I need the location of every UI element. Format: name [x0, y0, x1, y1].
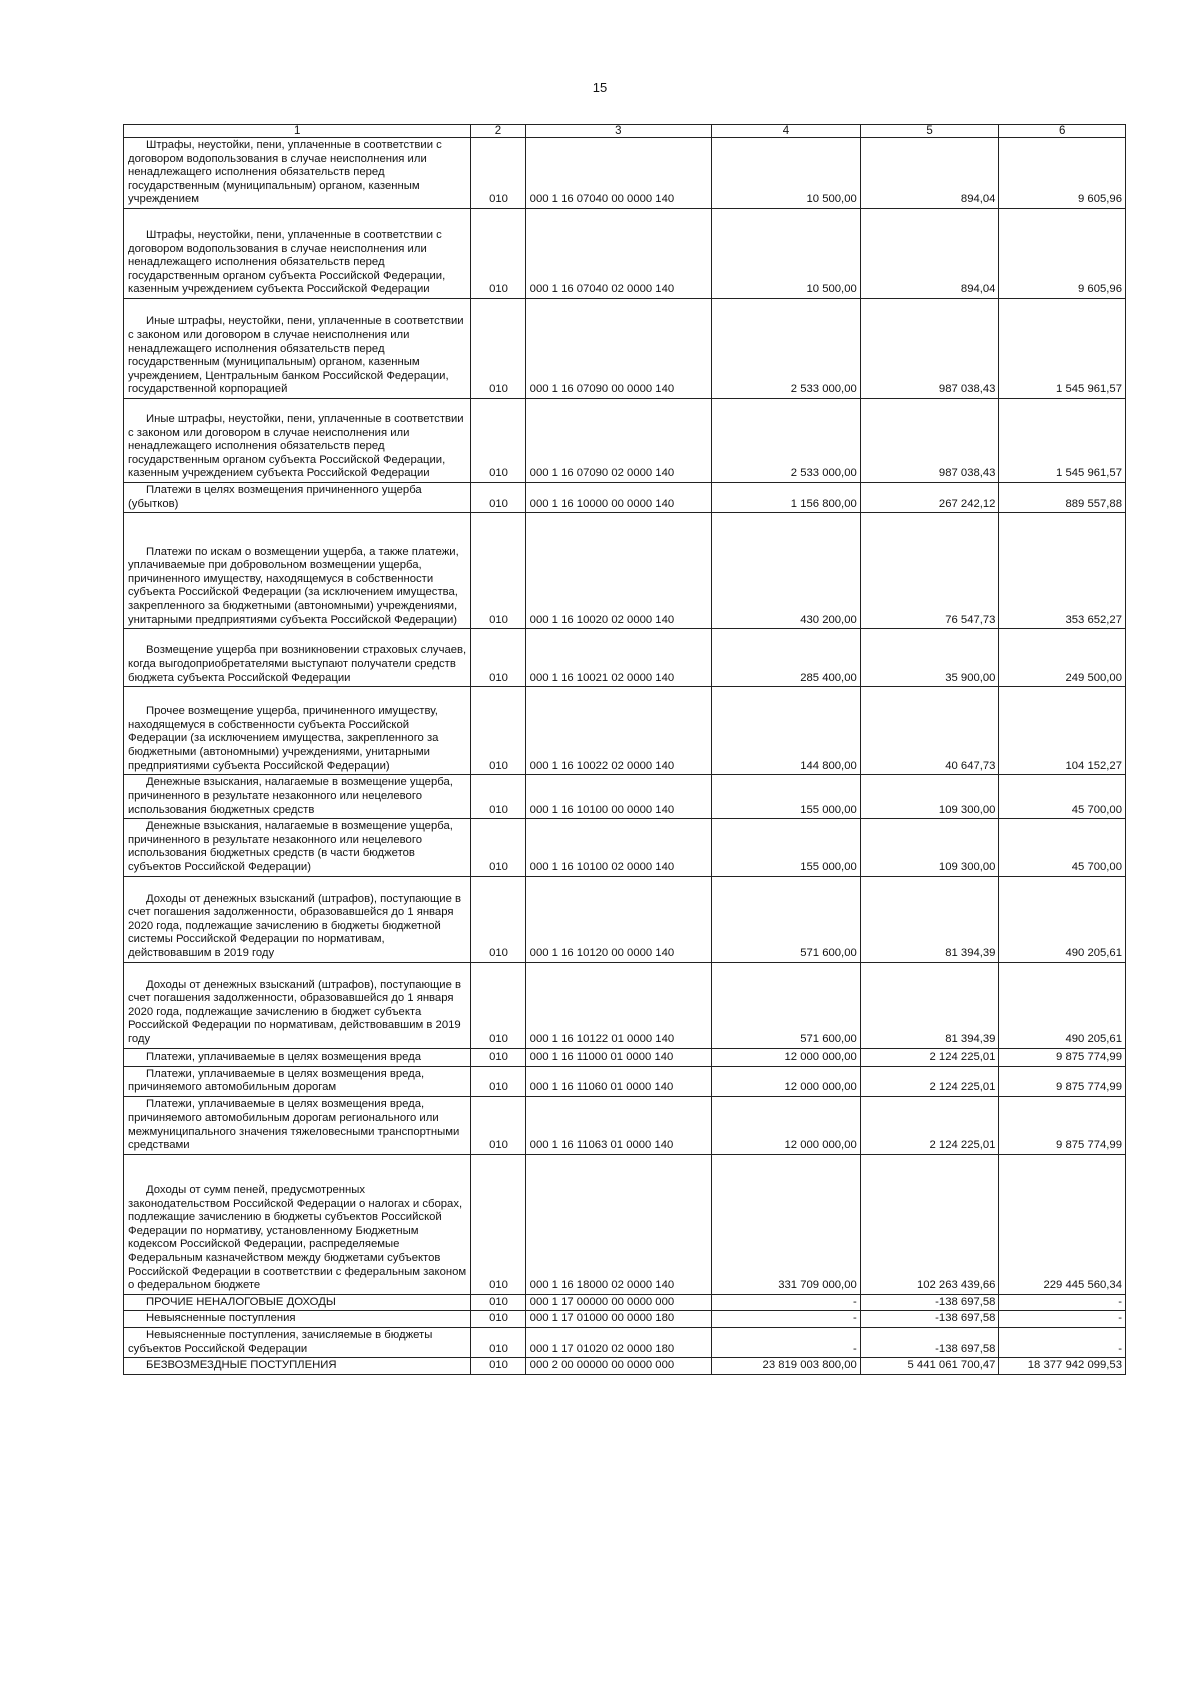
- row-budget-code: 000 1 16 10021 02 0000 140: [525, 629, 711, 687]
- row-executed: -138 697,58: [860, 1311, 999, 1328]
- row-plan: 155 000,00: [712, 819, 861, 876]
- row-budget-code: 000 1 17 00000 00 0000 000: [525, 1294, 711, 1311]
- row-line-code: 010: [471, 962, 525, 1048]
- row-plan: 430 200,00: [712, 513, 861, 629]
- row-plan: -: [712, 1294, 861, 1311]
- row-name: Доходы от денежных взысканий (штрафов), поступающие в счет погашения задолженности, образовавшейся до 1 января 2020 года, подлежащие зачислению в бюджет субъекта Российской Федерации по нормативам, действовавшим в 2019 году: [124, 962, 471, 1048]
- row-line-code: 010: [471, 1358, 525, 1375]
- row-name: Платежи в целях возмещения причиненного ущерба (убытков): [124, 482, 471, 512]
- row-executed: 894,04: [860, 138, 999, 209]
- row-line-code: 010: [471, 208, 525, 298]
- row-name: Денежные взыскания, налагаемые в возмещение ущерба, причиненного в результате незаконного или нецелевого использования бюджетных средств (в части бюджетов субъектов Российской Федерации): [124, 819, 471, 876]
- row-unexecuted: 490 205,61: [999, 876, 1126, 962]
- table-row: [124, 208, 1126, 298]
- row-executed: -138 697,58: [860, 1294, 999, 1311]
- row-budget-code: 000 1 16 10000 00 0000 140: [525, 482, 711, 512]
- row-unexecuted: 889 557,88: [999, 482, 1126, 512]
- row-plan: 12 000 000,00: [712, 1048, 861, 1066]
- row-plan: 571 600,00: [712, 962, 861, 1048]
- row-budget-code: 000 1 17 01020 02 0000 180: [525, 1327, 711, 1357]
- row-unexecuted: 45 700,00: [999, 819, 1126, 876]
- table-row: [124, 513, 1126, 629]
- row-name: Доходы от денежных взысканий (штрафов), поступающие в счет погашения задолженности, образовавшейся до 1 января 2020 года, подлежащие зачислению в бюджеты бюджетной системы Российской Федерации по нормативам, действовавшим в 2019 году: [124, 876, 471, 962]
- row-budget-code: 000 1 16 07040 02 0000 140: [525, 208, 711, 298]
- table-row: [124, 775, 1126, 819]
- row-line-code: 010: [471, 138, 525, 209]
- row-executed: 35 900,00: [860, 629, 999, 687]
- row-line-code: 010: [471, 1096, 525, 1154]
- row-name: Невыясненные поступления: [124, 1311, 471, 1328]
- row-name: Платежи по искам о возмещении ущерба, а также платежи, уплачиваемые при добровольном возмещении ущерба, причиненного имуществу, находящемуся в собственности субъекта Российской Федерации (за исключением имущества, закрепленного за бюджетными (автономными) учреждениями, унитарными предприятиями субъекта Российской Федерации): [124, 513, 471, 629]
- row-line-code: 010: [471, 398, 525, 482]
- row-line-code: 010: [471, 1154, 525, 1294]
- row-executed: 267 242,12: [860, 482, 999, 512]
- table-row: [124, 1311, 1126, 1328]
- row-unexecuted: 9 875 774,99: [999, 1096, 1126, 1154]
- table-row: [124, 1294, 1126, 1311]
- row-unexecuted: 104 152,27: [999, 687, 1126, 775]
- row-line-code: 010: [471, 1327, 525, 1357]
- table-row: [124, 962, 1126, 1048]
- row-name: ПРОЧИЕ НЕНАЛОГОВЫЕ ДОХОДЫ: [124, 1294, 471, 1311]
- row-budget-code: 000 2 00 00000 00 0000 000: [525, 1358, 711, 1375]
- row-name: Денежные взыскания, налагаемые в возмещение ущерба, причиненного в результате незаконного или нецелевого использования бюджетных средств: [124, 775, 471, 819]
- row-name: Невыясненные поступления, зачисляемые в бюджеты субъектов Российской Федерации: [124, 1327, 471, 1357]
- row-name: Иные штрафы, неустойки, пени, уплаченные в соответствии с законом или договором в случае неисполнения или ненадлежащего исполнения обязательств перед государственным (муниципальным) органом, казенным учреждением, Центральным банком Российской Федерации, государственной корпорацией: [124, 298, 471, 398]
- row-line-code: 010: [471, 482, 525, 512]
- row-unexecuted: -: [999, 1327, 1126, 1357]
- revenue-table: [123, 124, 1126, 1375]
- col-header-4: 4: [712, 125, 861, 138]
- row-budget-code: 000 1 16 10020 02 0000 140: [525, 513, 711, 629]
- table-row: [124, 482, 1126, 512]
- row-unexecuted: 9 875 774,99: [999, 1066, 1126, 1096]
- table-row: [124, 1048, 1126, 1066]
- row-unexecuted: -: [999, 1294, 1126, 1311]
- row-executed: 76 547,73: [860, 513, 999, 629]
- row-budget-code: 000 1 16 07090 02 0000 140: [525, 398, 711, 482]
- col-header-5: 5: [860, 125, 999, 138]
- row-budget-code: 000 1 16 07040 00 0000 140: [525, 138, 711, 209]
- row-name: Платежи, уплачиваемые в целях возмещения вреда: [124, 1048, 471, 1066]
- row-unexecuted: 9 875 774,99: [999, 1048, 1126, 1066]
- col-header-1: 1: [124, 125, 471, 138]
- col-header-6: 6: [999, 125, 1126, 138]
- row-plan: 23 819 003 800,00: [712, 1358, 861, 1375]
- table-row: [124, 819, 1126, 876]
- row-budget-code: 000 1 16 10100 00 0000 140: [525, 775, 711, 819]
- row-executed: -138 697,58: [860, 1327, 999, 1357]
- row-plan: 12 000 000,00: [712, 1096, 861, 1154]
- row-line-code: 010: [471, 513, 525, 629]
- row-name: Прочее возмещение ущерба, причиненного имуществу, находящемуся в собственности субъекта Российской Федерации (за исключением имущества, закрепленного за бюджетными (автономными) учреждениями, унитарными предприятиями субъекта Российской Федерации): [124, 687, 471, 775]
- row-line-code: 010: [471, 629, 525, 687]
- row-plan: 2 533 000,00: [712, 398, 861, 482]
- table-row: [124, 1096, 1126, 1154]
- row-executed: 81 394,39: [860, 962, 999, 1048]
- row-executed: 894,04: [860, 208, 999, 298]
- row-executed: 5 441 061 700,47: [860, 1358, 999, 1375]
- row-budget-code: 000 1 16 11063 01 0000 140: [525, 1096, 711, 1154]
- row-executed: 987 038,43: [860, 298, 999, 398]
- row-unexecuted: 9 605,96: [999, 208, 1126, 298]
- row-unexecuted: 9 605,96: [999, 138, 1126, 209]
- row-budget-code: 000 1 16 10022 02 0000 140: [525, 687, 711, 775]
- row-line-code: 010: [471, 298, 525, 398]
- row-line-code: 010: [471, 687, 525, 775]
- row-name: Штрафы, неустойки, пени, уплаченные в соответствии с договором водопользования в случае неисполнения или ненадлежащего исполнения обязательств перед государственным (муниципальным) органом, казенным учреждением: [124, 138, 471, 209]
- row-plan: 285 400,00: [712, 629, 861, 687]
- row-budget-code: 000 1 16 10120 00 0000 140: [525, 876, 711, 962]
- row-name: Доходы от сумм пеней, предусмотренных законодательством Российской Федерации о налогах и сборах, подлежащие зачислению в бюджеты субъектов Российской Федерации по нормативу, установленному Бюджетным кодексом Российской Федерации, распределяемые Федеральным казначейством между бюджетами субъектов Российской Федерации в соответствии с федеральным законом о федеральном бюджете: [124, 1154, 471, 1294]
- row-executed: 2 124 225,01: [860, 1048, 999, 1066]
- row-plan: 10 500,00: [712, 208, 861, 298]
- row-plan: 331 709 000,00: [712, 1154, 861, 1294]
- row-plan: 10 500,00: [712, 138, 861, 209]
- row-unexecuted: 1 545 961,57: [999, 298, 1126, 398]
- row-plan: 12 000 000,00: [712, 1066, 861, 1096]
- row-budget-code: 000 1 16 11000 01 0000 140: [525, 1048, 711, 1066]
- row-name: Штрафы, неустойки, пени, уплаченные в соответствии с договором водопользования в случае неисполнения или ненадлежащего исполнения обязательств перед государственным органом субъекта Российской Федерации, казенным учреждением субъекта Российской Федерации: [124, 208, 471, 298]
- row-plan: 155 000,00: [712, 775, 861, 819]
- row-plan: 2 533 000,00: [712, 298, 861, 398]
- row-line-code: 010: [471, 1066, 525, 1096]
- table-row: [124, 1066, 1126, 1096]
- row-line-code: 010: [471, 1048, 525, 1066]
- row-line-code: 010: [471, 819, 525, 876]
- row-unexecuted: 490 205,61: [999, 962, 1126, 1048]
- row-name: Возмещение ущерба при возникновении страховых случаев, когда выгодоприобретателями выступают получатели средств бюджета субъекта Российской Федерации: [124, 629, 471, 687]
- col-header-3: 3: [525, 125, 711, 138]
- row-unexecuted: 18 377 942 099,53: [999, 1358, 1126, 1375]
- column-number-row: [124, 125, 1126, 138]
- row-executed: 81 394,39: [860, 876, 999, 962]
- row-unexecuted: 249 500,00: [999, 629, 1126, 687]
- row-executed: 2 124 225,01: [860, 1066, 999, 1096]
- row-name: Иные штрафы, неустойки, пени, уплаченные в соответствии с законом или договором в случае неисполнения или ненадлежащего исполнения обязательств перед государственным органом субъекта Российской Федерации, казенным учреждением субъекта Российской Федерации: [124, 398, 471, 482]
- row-line-code: 010: [471, 775, 525, 819]
- table-row: [124, 876, 1126, 962]
- row-budget-code: 000 1 17 01000 00 0000 180: [525, 1311, 711, 1328]
- row-executed: 987 038,43: [860, 398, 999, 482]
- row-executed: 40 647,73: [860, 687, 999, 775]
- row-name: Платежи, уплачиваемые в целях возмещения вреда, причиняемого автомобильным дорогам: [124, 1066, 471, 1096]
- page-number: 15: [592, 80, 608, 95]
- row-plan: -: [712, 1327, 861, 1357]
- table-row: [124, 398, 1126, 482]
- table-row: [124, 687, 1126, 775]
- table-row: [124, 1327, 1126, 1357]
- row-line-code: 010: [471, 1311, 525, 1328]
- row-unexecuted: 229 445 560,34: [999, 1154, 1126, 1294]
- row-name: Платежи, уплачиваемые в целях возмещения вреда, причиняемого автомобильным дорогам регионального или межмуниципального значения тяжеловесными транспортными средствами: [124, 1096, 471, 1154]
- row-unexecuted: 353 652,27: [999, 513, 1126, 629]
- col-header-2: 2: [471, 125, 525, 138]
- row-unexecuted: 1 545 961,57: [999, 398, 1126, 482]
- row-executed: 109 300,00: [860, 819, 999, 876]
- row-budget-code: 000 1 16 10122 01 0000 140: [525, 962, 711, 1048]
- row-plan: 144 800,00: [712, 687, 861, 775]
- table-row: [124, 298, 1126, 398]
- row-unexecuted: 45 700,00: [999, 775, 1126, 819]
- row-unexecuted: -: [999, 1311, 1126, 1328]
- table-row: [124, 138, 1126, 209]
- row-executed: 2 124 225,01: [860, 1096, 999, 1154]
- row-plan: 571 600,00: [712, 876, 861, 962]
- table-row: [124, 1358, 1126, 1375]
- row-plan: 1 156 800,00: [712, 482, 861, 512]
- table-row: [124, 1154, 1126, 1294]
- row-budget-code: 000 1 16 11060 01 0000 140: [525, 1066, 711, 1096]
- row-executed: 102 263 439,66: [860, 1154, 999, 1294]
- row-executed: 109 300,00: [860, 775, 999, 819]
- row-line-code: 010: [471, 1294, 525, 1311]
- row-plan: -: [712, 1311, 861, 1328]
- row-name: БЕЗВОЗМЕЗДНЫЕ ПОСТУПЛЕНИЯ: [124, 1358, 471, 1375]
- row-budget-code: 000 1 16 07090 00 0000 140: [525, 298, 711, 398]
- row-budget-code: 000 1 16 18000 02 0000 140: [525, 1154, 711, 1294]
- row-budget-code: 000 1 16 10100 02 0000 140: [525, 819, 711, 876]
- table-row: [124, 629, 1126, 687]
- row-line-code: 010: [471, 876, 525, 962]
